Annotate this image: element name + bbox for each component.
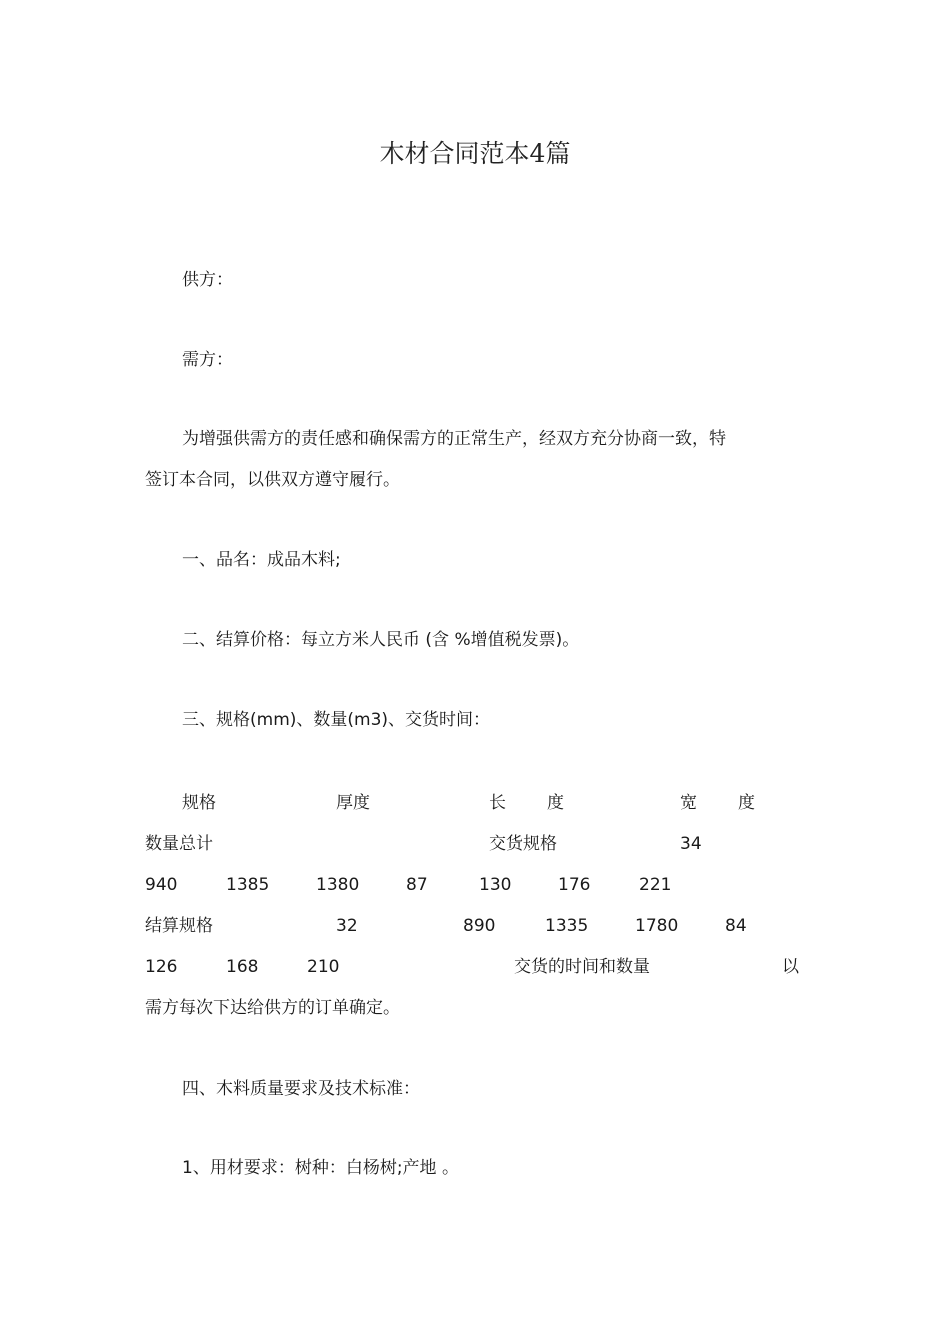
- spec-cell: 结算规格: [145, 916, 213, 936]
- intro-paragraph-line1: 为增强供需方的责任感和确保需方的正常生产，经双方充分协商一致，特: [182, 429, 726, 449]
- spec-cell: 890: [463, 916, 496, 936]
- spec-cell: 以: [782, 957, 799, 977]
- document-title: 木材合同范本4篇: [379, 139, 571, 168]
- spec-cell: 176: [558, 875, 591, 895]
- spec-cell: 长: [489, 793, 506, 813]
- spec-cell: 126: [145, 957, 178, 977]
- intro-paragraph-line2: 签订本合同，以供双方遵守履行。: [145, 470, 400, 490]
- spec-cell: 34: [680, 834, 702, 854]
- clause-material-requirement: 1、用材要求：树种：白杨树;产地 。: [182, 1158, 459, 1178]
- spec-cell: 168: [226, 957, 259, 977]
- clause-spec-heading: 三、规格(mm)、数量(m3)、交货时间：: [182, 710, 491, 730]
- spec-cell: 130: [479, 875, 512, 895]
- spec-cell: 221: [639, 875, 672, 895]
- supplier-label: 供方：: [182, 270, 233, 290]
- spec-cell: 84: [725, 916, 747, 936]
- spec-cell: 数量总计: [145, 834, 213, 854]
- spec-cell: 1380: [316, 875, 360, 895]
- spec-cell: 宽: [680, 793, 697, 813]
- spec-cell: 规格: [182, 793, 216, 813]
- spec-cell: 度: [547, 793, 564, 813]
- spec-cell: 87: [406, 875, 428, 895]
- clause-product-name: 一、品名：成品木料;: [182, 550, 341, 570]
- spec-cell: 厚度: [336, 793, 370, 813]
- spec-cell: 交货的时间和数量: [514, 957, 650, 977]
- spec-cell: 210: [307, 957, 340, 977]
- spec-cell: 32: [336, 916, 358, 936]
- clause-settlement-price: 二、结算价格：每立方米人民币 (含 %增值税发票)。: [182, 630, 580, 650]
- spec-cell: 度: [738, 793, 755, 813]
- spec-cell: 940: [145, 875, 178, 895]
- spec-cell: 1335: [545, 916, 589, 936]
- buyer-label: 需方：: [182, 350, 233, 370]
- spec-cell: 交货规格: [489, 834, 557, 854]
- delivery-note: 需方每次下达给供方的订单确定。: [145, 998, 400, 1018]
- spec-cell: 1780: [635, 916, 679, 936]
- clause-quality-heading: 四、木料质量要求及技术标准：: [182, 1079, 420, 1099]
- spec-cell: 1385: [226, 875, 270, 895]
